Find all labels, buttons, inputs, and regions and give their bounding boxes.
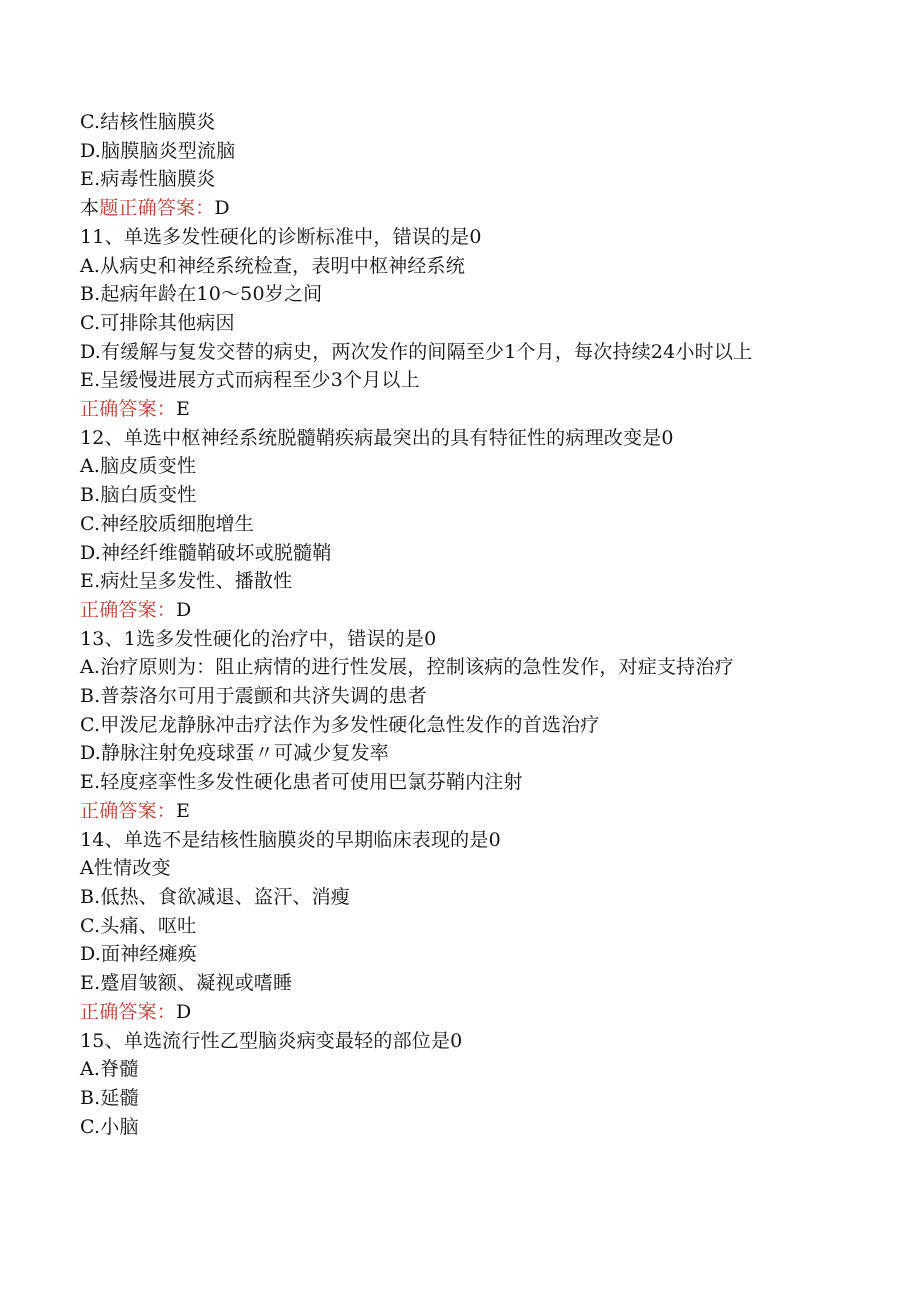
question-stem: 14、单选不是结核性脑膜炎的早期临床表现的是0 [80, 828, 501, 851]
option-line: C.神经胶质细胞增生 [80, 512, 254, 535]
answer-value: E [176, 799, 191, 822]
option-line: A.从病史和神经系统检查，表明中枢神经系统 [80, 254, 465, 277]
option-line: D.面神经瘫痪 [80, 943, 197, 966]
option-line: E.轻度痉挛性多发性硬化患者可使用巴氯芬鞘内注射 [80, 771, 523, 794]
question-stem: 11、单选多发性硬化的诊断标准中，错误的是0 [80, 225, 482, 248]
document-page [80, 108, 860, 1141]
answer-prefix: 本 [80, 197, 100, 220]
option-line: C.甲泼尼龙静脉冲击疗法作为多发性硬化急性发作的首选治疗 [80, 713, 600, 736]
option-line: E.病毒性脑膜炎 [80, 168, 216, 191]
answer-label: 正确答案： [80, 598, 177, 621]
answer-line [80, 596, 860, 625]
option-line: B.低热、食欲减退、盗汗、消瘦 [80, 885, 351, 908]
question-stem: 13、1选多发性硬化的治疗中，错误的是0 [80, 627, 437, 650]
answer-label: 正确答案： [80, 799, 177, 822]
option-line: D.有缓解与复发交替的病史，两次发作的间隔至少1个月，每次持续24小时以上 [80, 340, 753, 363]
option-line: D.神经纤维髓鞘破坏或脱髓鞘 [80, 541, 332, 564]
option-line: C.可排除其他病因 [80, 311, 235, 334]
option-line: E.呈缓慢进展方式而病程至少3个月以上 [80, 369, 420, 392]
answer-line [80, 797, 860, 826]
answer-value: D [214, 197, 230, 220]
answer-label: 正确答案： [80, 1000, 177, 1023]
option-line: C.头痛、呕吐 [80, 914, 197, 937]
option-line: A.脊髓 [80, 1058, 139, 1081]
option-line: B.起病年龄在10～50岁之间 [80, 283, 323, 306]
answer-label: 题正确答案： [99, 197, 215, 220]
question-stem: 12、单选中枢神经系统脱髓鞘疾病最突出的具有特征性的病理改变是0 [80, 426, 674, 449]
option-line: B.脑白质变性 [80, 484, 197, 507]
option-line: A.脑皮质变性 [80, 455, 197, 478]
option-line: E.蹙眉皱额、凝视或嗜睡 [80, 972, 293, 995]
answer-value: D [176, 1000, 192, 1023]
answer-label: 正确答案： [80, 398, 177, 421]
option-line: C.结核性脑膜炎 [80, 111, 216, 133]
option-line: D.静脉注射免疫球蛋〃可减少复发率 [80, 742, 389, 765]
option-line: A.治疗原则为：阻止病情的进行性发展，控制该病的急性发作，对症支持治疗 [80, 656, 734, 679]
answer-line [80, 998, 860, 1027]
answer-line [80, 194, 860, 223]
option-line: C.小脑 [80, 1115, 139, 1138]
option-line: B.延髓 [80, 1086, 139, 1109]
answer-value: E [176, 398, 191, 421]
option-line: A性情改变 [80, 857, 171, 880]
question-stem: 15、单选流行性乙型脑炎病变最轻的部位是0 [80, 1029, 463, 1052]
answer-value: D [176, 598, 192, 621]
option-line: D.脑膜脑炎型流脑 [80, 139, 236, 162]
option-line: E.病灶呈多发性、播散性 [80, 570, 293, 593]
answer-line [80, 395, 860, 424]
option-line: B.普萘洛尔可用于震颤和共济失调的患者 [80, 685, 427, 708]
